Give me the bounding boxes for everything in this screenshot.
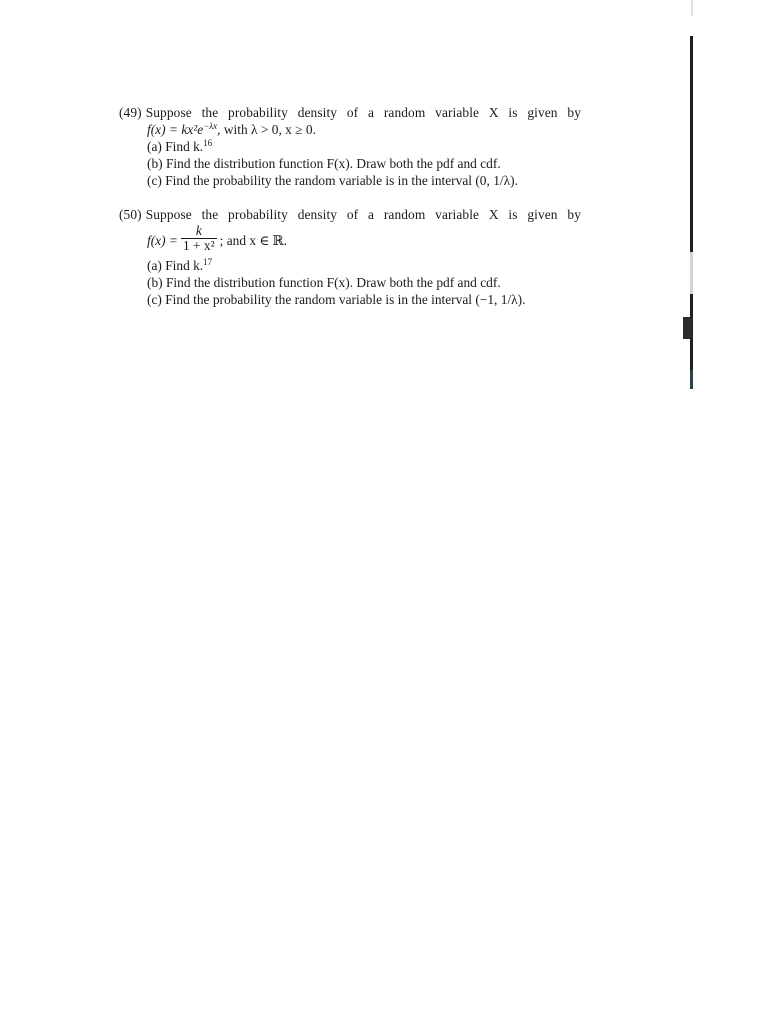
footnote-marker: 16 [203, 138, 213, 148]
edge-artifact [683, 317, 692, 339]
edge-artifact [690, 36, 693, 252]
edge-artifact [690, 370, 693, 389]
problem-intro: Suppose the probability density of a random variable X is given by [145, 207, 581, 222]
formula-lhs: f(x) = [147, 232, 178, 248]
fraction-numerator: k [195, 222, 202, 238]
part-b [119, 155, 589, 172]
part-b-label: (b) Find the distribution function F(x). Draw both the pdf and cdf. [147, 156, 501, 171]
problem-50 [119, 206, 589, 308]
edge-artifact [691, 0, 693, 16]
formula-lhs: f(x) = [147, 122, 182, 137]
fraction-denominator: 1 + x² [182, 237, 215, 253]
part-c-label: (c) Find the probability the random variable is in the interval (0, 1/λ). [147, 173, 518, 188]
problem-intro: Suppose the probability density of a random variable X is given by [145, 105, 581, 120]
edge-artifact [690, 252, 693, 294]
footnote-marker: 17 [203, 257, 213, 267]
part-a-label: (a) Find k. [147, 139, 204, 154]
problem-49 [119, 104, 589, 189]
formula-exponent: −λx [203, 121, 218, 131]
problem-intro-line [119, 206, 581, 223]
part-b [119, 274, 589, 291]
part-a [119, 138, 589, 155]
formula-tail: ; and x ∈ ℝ. [219, 232, 288, 248]
density-formula [119, 121, 589, 138]
part-c [119, 172, 589, 189]
problem-number: (50) [119, 207, 142, 222]
formula-body: kx²e [181, 122, 204, 137]
density-formula [119, 223, 589, 257]
problem-number: (49) [119, 105, 142, 120]
problem-intro-line [119, 104, 581, 121]
part-a [119, 257, 589, 274]
part-c [119, 291, 589, 308]
formula-tail: , with λ > 0, x ≥ 0. [217, 122, 316, 137]
part-c-label: (c) Find the probability the random variable is in the interval (−1, 1/λ). [147, 292, 526, 307]
part-b-label: (b) Find the distribution function F(x). Draw both the pdf and cdf. [147, 275, 501, 290]
fraction [181, 224, 217, 253]
part-a-label: (a) Find k. [147, 258, 204, 273]
